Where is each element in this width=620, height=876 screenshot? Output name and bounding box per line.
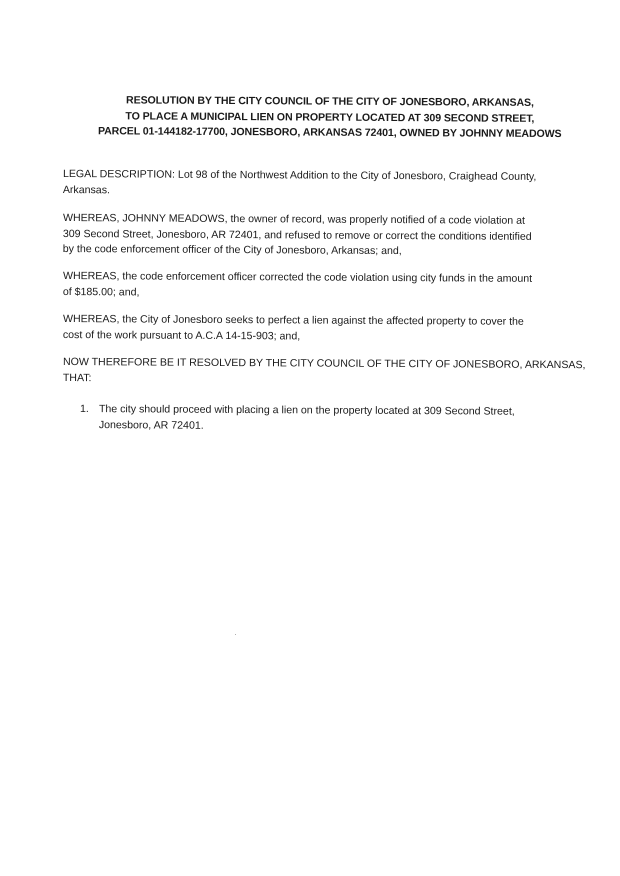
resolved-line-1: NOW THEREFORE BE IT RESOLVED BY THE CITY COUNCIL OF THE CITY OF JONESBORO, ARKANSAS, (62, 355, 586, 372)
whereas-3-line-1: WHEREAS, the City of Jonesboro seeks to perfect a lien against the affected property to cover the (62, 312, 524, 328)
whereas-paragraph-3 (63, 312, 563, 346)
resolved-clause (62, 355, 586, 389)
whereas-paragraph-2 (63, 269, 563, 303)
list-item-text (99, 402, 515, 436)
whereas-2-line-2: of $185.00; and, (62, 285, 140, 298)
title-line-2: TO PLACE A MUNICIPAL LIEN ON PROPERTY LOCATED AT 309 SECOND STREET, (125, 109, 535, 125)
title-line-3: PARCEL 01-144182-17700, JONESBORO, ARKANSAS 72401, OWNED BY JOHNNY MEADOWS (97, 125, 562, 141)
whereas-3-line-2: cost of the work pursuant to A.C.A 14-15-903; and, (62, 328, 301, 342)
whereas-1-line-1: WHEREAS, JOHNNY MEADOWS, the owner of record, was properly notified of a code violation at (62, 211, 525, 227)
whereas-paragraph-1 (63, 211, 563, 261)
whereas-2-line-1: WHEREAS, the code enforcement officer corrected the code violation using city funds in the amount (62, 269, 533, 285)
list-item-line-1: The city should proceed with placing a lien on the property located at 309 Second Street, (98, 403, 515, 418)
legal-description (63, 167, 563, 201)
resolved-line-2: THAT: (62, 371, 92, 384)
resolution-title (60, 93, 600, 143)
whereas-1-line-2: 309 Second Street, Jonesboro, AR 72401, and refused to remove or correct the conditions identified (62, 227, 532, 243)
scan-speck (235, 634, 236, 635)
whereas-1-line-3: by the code enforcement officer of the City of Jonesboro, Arkansas; and, (62, 242, 402, 258)
legal-description-line-1: LEGAL DESCRIPTION: Lot 98 of the Northwest Addition to the City of Jonesboro, Craighead County, (62, 167, 537, 183)
list-item (79, 402, 560, 432)
title-line-1: RESOLUTION BY THE CITY COUNCIL OF THE CITY OF JONESBORO, ARKANSAS, (126, 94, 534, 109)
list-item-line-2: Jonesboro, AR 72401. (98, 418, 204, 432)
list-item-number: 1. (79, 402, 89, 416)
legal-description-line-2: Arkansas. (62, 183, 111, 196)
